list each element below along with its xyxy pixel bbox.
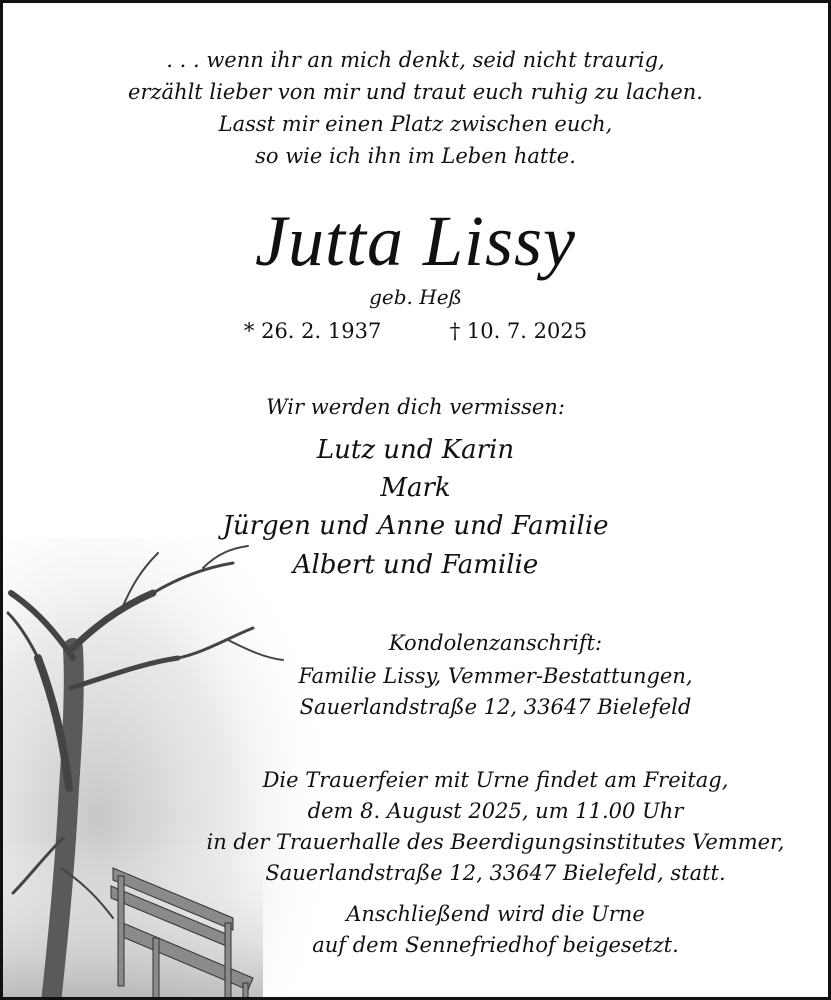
mourner-4: Albert und Familie bbox=[292, 550, 539, 580]
ceremony-line-4: Sauerlandstraße 12, 33647 Bielefeld, statt. bbox=[265, 861, 726, 885]
mourner-2: Mark bbox=[380, 473, 451, 503]
poem-line-3: Lasst mir einen Platz zwischen euch, bbox=[218, 112, 613, 136]
ceremony-line-2: dem 8. August 2025, um 11.00 Uhr bbox=[307, 799, 684, 823]
ceremony-line-1: Die Trauerfeier mit Urne findet am Freitag, bbox=[262, 768, 729, 792]
poem-line-2: erzählt lieber von mir und traut euch ruhig zu lachen. bbox=[128, 80, 703, 104]
life-dates bbox=[3, 319, 828, 343]
burial-line-2: auf dem Sennefriedhof beigesetzt. bbox=[312, 933, 679, 957]
burial-line-1: Anschließend wird die Urne bbox=[346, 902, 645, 926]
condolence-line-1: Familie Lissy, Vemmer-Bestattungen, bbox=[298, 664, 693, 688]
birth-name: geb. Heß bbox=[369, 285, 462, 309]
condolence-label: Kondolenzanschrift: bbox=[388, 631, 603, 655]
mourners-intro: Wir werden dich vermissen: bbox=[266, 395, 565, 419]
deceased-name: Jutta Lissy bbox=[254, 201, 576, 281]
condolence-line-2: Sauerlandstraße 12, 33647 Bielefeld bbox=[299, 695, 692, 719]
mourner-1: Lutz und Karin bbox=[316, 435, 515, 465]
death-date: † 10. 7. 2025 bbox=[449, 319, 588, 343]
ceremony-line-3: in der Trauerhalle des Beerdigungsinstitutes Vemmer, bbox=[206, 830, 785, 854]
poem-line-4: so wie ich ihn im Leben hatte. bbox=[255, 144, 576, 168]
birth-date: * 26. 2. 1937 bbox=[243, 319, 382, 343]
poem-line-1: . . . wenn ihr an mich denkt, seid nicht traurig, bbox=[166, 48, 665, 72]
mourner-3: Jürgen und Anne und Familie bbox=[222, 511, 609, 541]
